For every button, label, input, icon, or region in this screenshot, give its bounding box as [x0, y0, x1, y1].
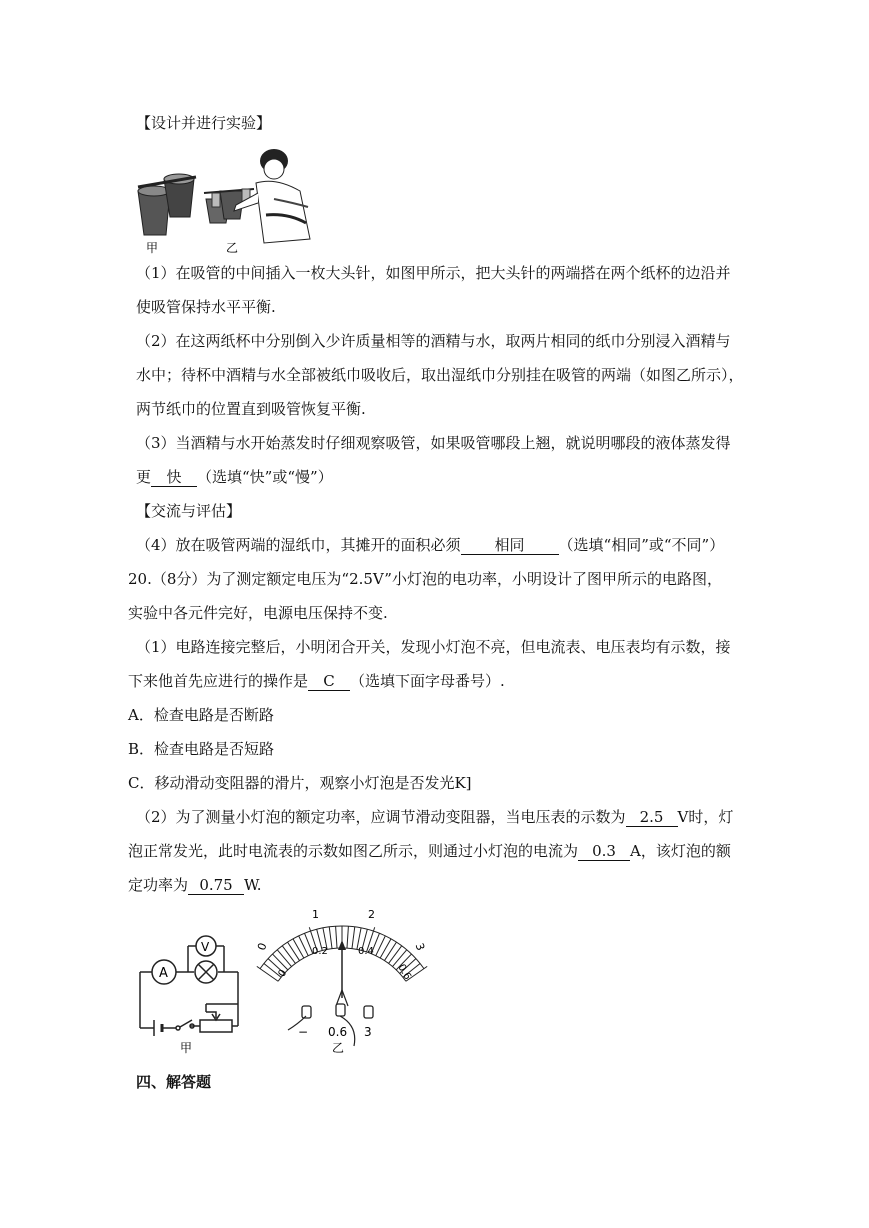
circuit-diagram	[134, 928, 250, 1056]
step4-line	[136, 535, 724, 555]
q20-2a-post: V时，灯	[677, 808, 734, 826]
q20-2b-post: A，该灯泡的额	[630, 842, 731, 860]
voltmeter-label: V	[201, 940, 210, 954]
option-c: C．移动滑动变阻器的滑片，观察小灯泡是否发光K]	[128, 774, 472, 792]
terminal-0-6: 0.6	[328, 1025, 348, 1039]
dial-tick	[273, 954, 288, 970]
figure-circuit	[134, 928, 250, 1056]
scale-top-0: 0	[254, 941, 270, 953]
dial-tick	[347, 926, 348, 948]
scale-bottom-2: 0.4	[358, 946, 374, 957]
step3-line-a: （3）当酒精与水开始蒸发时仔细观察吸管，如果吸管哪段上翘，就说明哪段的液体蒸发得	[136, 434, 731, 452]
dial-tick	[293, 939, 304, 958]
section-design-heading: 【设计并进行实验】	[136, 114, 272, 132]
step4-pre: （4）放在吸管两端的湿纸巾，其摊开的面积必须	[136, 536, 461, 554]
figure-ammeter	[254, 906, 428, 1056]
dial-tick	[329, 927, 332, 949]
q20-1-answer: C	[308, 672, 350, 691]
figure-evaporation-experiment	[134, 143, 314, 258]
fig1-label-yi: 乙	[226, 241, 239, 255]
q20-1-line-a: （1）电路连接完整后，小明闭合开关，发现小灯泡不亮，但电流表、电压表均有示数，接	[136, 638, 731, 656]
scale-bottom-1: 0.2	[312, 946, 328, 957]
option-a: A．检查电路是否断路	[128, 706, 274, 724]
scale-bottom-3: 0.6	[395, 962, 413, 982]
q20-1-line-b	[128, 671, 505, 691]
ammeter-dial	[254, 906, 428, 1056]
dial-tick	[257, 966, 278, 981]
step3-answer: 快	[151, 468, 197, 487]
ammeter-label: A	[159, 966, 168, 981]
step1-line-b: 使吸管保持水平平衡.	[136, 298, 276, 316]
step3-line-b	[136, 467, 333, 487]
fig2-label-yi: 乙	[332, 1041, 345, 1055]
evaporation-illustration	[134, 143, 314, 258]
fig2-label-jia: 甲	[180, 1041, 193, 1055]
q20-2a-answer: 2.5	[626, 808, 678, 827]
q20-2c-pre: 定功率为	[128, 876, 189, 894]
step3-post: （选填“快”或“慢”）	[197, 468, 333, 486]
step2-line-a: （2）在这两纸杯中分别倒入少许质量相等的酒精与水，取两片相同的纸巾分别浸入酒精与	[136, 332, 731, 350]
q20-line-a: 20.（8分）为了测定额定电压为“2.5V”小灯泡的电功率，小明设计了图甲所示的电路图，	[128, 570, 722, 588]
dial-tick	[389, 946, 402, 964]
q20-2-line-c	[128, 875, 262, 895]
section-answer-heading: 四、解答题	[136, 1073, 212, 1091]
step2-line-b: 水中；待杯中酒精与水全部被纸巾吸收后，取出湿纸巾分别挂在吸管的两端（如图乙所示），	[136, 366, 744, 384]
scale-top-3: 3	[412, 941, 428, 953]
q20-line-b: 实验中各元件完好，电源电压保持不变.	[128, 604, 388, 622]
option-b: B．检查电路是否短路	[128, 740, 275, 758]
scale-bottom-0: 0	[276, 967, 290, 979]
dial-tick	[352, 927, 355, 949]
step3-pre: 更	[136, 468, 152, 486]
q20-2c-answer: 0.75	[188, 876, 244, 895]
q20-1-pre: 下来他首先应进行的操作是	[128, 672, 309, 690]
q20-2b-answer: 0.3	[578, 842, 630, 861]
scale-top-2: 2	[368, 908, 375, 921]
q20-1-post: （选填下面字母番号）.	[350, 672, 505, 690]
dial-tick	[288, 942, 300, 960]
step4-post: （选填“相同”或“不同”）	[558, 536, 725, 554]
dial-tick	[380, 939, 391, 958]
step4-answer: 相同	[461, 536, 559, 555]
q20-2-line-a	[136, 807, 733, 827]
fig1-label-jia: 甲	[146, 241, 159, 255]
q20-2-line-b	[128, 841, 731, 861]
step1-line-a: （1）在吸管的中间插入一枚大头针，如图甲所示，把大头针的两端搭在两个纸杯的边沿并	[136, 264, 731, 282]
terminal-minus: −	[298, 1025, 309, 1039]
step2-line-c: 两节纸巾的位置直到吸管恢复平衡.	[136, 400, 366, 418]
q20-2c-post: W.	[244, 876, 262, 894]
dial-tick	[384, 942, 396, 960]
q20-2a-pre: （2）为了测量小灯泡的额定功率，应调节滑动变阻器，当电压表的示数为	[136, 808, 626, 826]
dial-tick	[336, 926, 337, 948]
q20-2b-pre: 泡正常发光，此时电流表的示数如图乙所示，则通过小灯泡的电流为	[128, 842, 579, 860]
dial-tick	[282, 946, 295, 964]
dial-tick	[277, 950, 291, 967]
section-eval-heading: 【交流与评估】	[136, 502, 242, 520]
terminal-3: 3	[364, 1025, 372, 1039]
scale-top-1: 1	[312, 908, 319, 921]
